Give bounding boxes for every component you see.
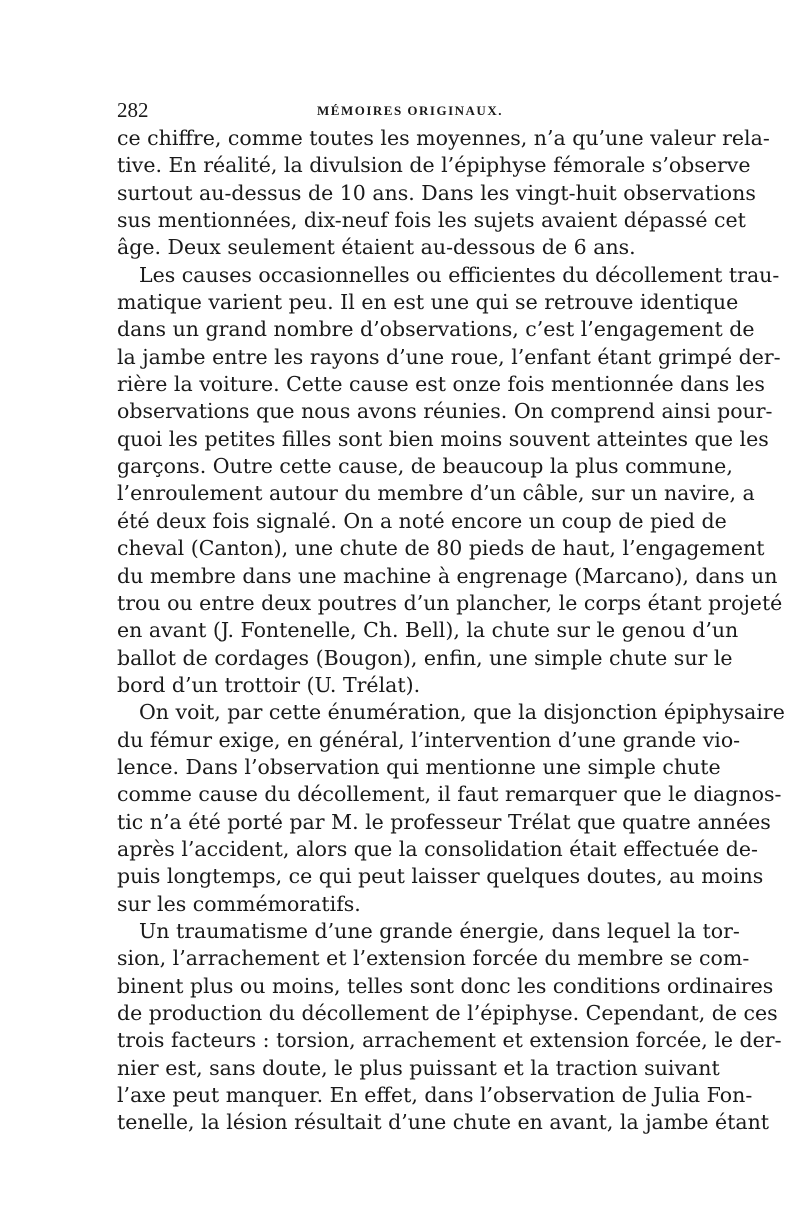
text-line: tive. En réalité, la divulsion de l’épiphyse fémorale s’observe [117, 153, 751, 178]
text-line: sur les commémoratifs. [117, 891, 361, 916]
text-line: ballot de cordages (Bougon), enfin, une simple chute sur le [117, 645, 733, 670]
page-header [117, 98, 685, 126]
text-line: l’axe peut manquer. En effet, dans l’observation de Julia Fon- [117, 1083, 753, 1108]
text-line: du fémur exige, en général, l’intervention d’une grande vio- [117, 727, 741, 752]
text-line: Un traumatisme d’une grande énergie, dans lequel la tor- [139, 918, 740, 943]
text-line: ce chiffre, comme toutes les moyennes, n’a qu’une valeur rela- [117, 126, 770, 150]
text-line: en avant (J. Fontenelle, Ch. Bell), la chute sur le genou d’un [117, 618, 739, 643]
text-line: garçons. Outre cette cause, de beaucoup la plus commune, [117, 454, 733, 479]
text-line: âge. Deux seulement étaient au-dessous de 6 ans. [117, 235, 636, 260]
text-line: binent plus ou moins, telles sont donc les conditions ordinaires [117, 973, 774, 998]
text-line: tenelle, la lésion résultait d’une chute en avant, la jambe étant [117, 1110, 770, 1135]
text-line: cheval (Canton), une chute de 80 pieds de haut, l’engagement [117, 536, 765, 561]
text-line: sus mentionnées, dix-neuf fois les sujets avaient dépassé cet [117, 208, 746, 233]
text-line: trou ou entre deux poutres d’un plancher, le corps étant projeté [117, 590, 783, 615]
text-line: nier est, sans doute, le plus puissant et la traction suivant [117, 1055, 720, 1080]
page-number: 282 [117, 98, 149, 122]
text-line: du membre dans une machine à engrenage (Marcano), dans un [117, 563, 778, 588]
body-text [117, 125, 785, 1137]
text-line: On voit, par cette énumération, que la disjonction épiphysaire [139, 700, 785, 725]
text-line: l’enroulement autour du membre d’un câble, sur un navire, a [117, 481, 755, 506]
text-line: tic n’a été porté par M. le professeur Trélat que quatre années [117, 809, 771, 834]
text-line: rière la voiture. Cette cause est onze fois mentionnée dans les [117, 372, 765, 397]
text-line: de production du décollement de l’épiphyse. Cependant, de ces [117, 1001, 778, 1025]
text-line: sion, l’arrachement et l’extension forcée du membre se com- [117, 946, 750, 971]
text-line: surtout au-dessus de 10 ans. Dans les vingt-huit observations [117, 180, 756, 205]
text-line: la jambe entre les rayons d’une roue, l’enfant étant grimpé der- [117, 344, 781, 369]
text-line: lence. Dans l’observation qui mentionne une simple chute [117, 754, 721, 779]
text-line: comme cause du décollement, il faut remarquer que le diagnos- [117, 782, 782, 807]
text-line: Les causes occasionnelles ou efficientes du décollement trau- [139, 262, 780, 287]
text-line: bord d’un trottoir (U. Trélat). [117, 672, 421, 697]
text-line: puis longtemps, ce qui peut laisser quelques doutes, au moins [117, 864, 764, 889]
text-line: quoi les petites filles sont bien moins souvent atteintes que les [117, 426, 769, 451]
text-line: dans un grand nombre d’observations, c’est l’engagement de [117, 317, 755, 342]
text-line: matique varient peu. Il en est une qui se retrouve identique [117, 290, 739, 315]
running-head: MÉMOIRES ORIGINAUX. [317, 103, 503, 118]
text-line: observations que nous avons réunies. On comprend ainsi pour- [117, 399, 773, 424]
text-line: trois facteurs : torsion, arrachement et extension forcée, le der- [117, 1028, 782, 1053]
text-line: après l’accident, alors que la consolidation était effectuée de- [117, 836, 758, 861]
text-line: été deux fois signalé. On a noté encore un coup de pied de [117, 508, 727, 533]
